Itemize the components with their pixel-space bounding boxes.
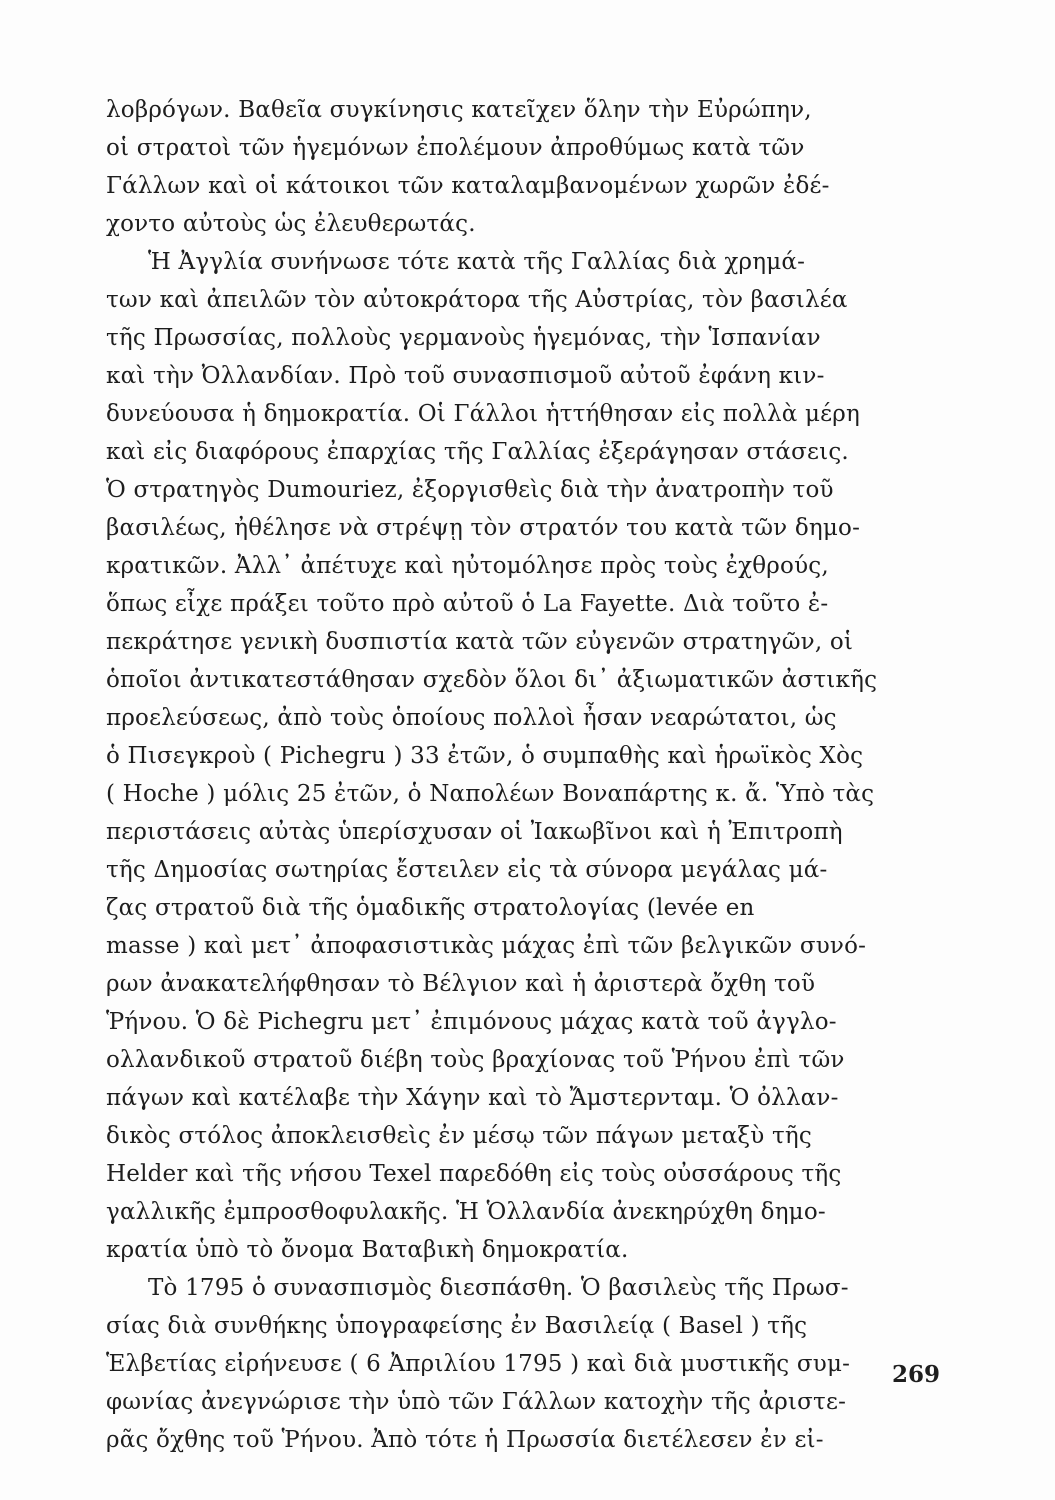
text-line: τῆς Πρωσσίας, πολλοὺς γερμανοὺς ἡγεμόνας, τὴν Ἱσπανίαν [106,325,821,351]
text-line: ὁ Πισεγκροὺ ( Pichegru ) 33 ἐτῶν, ὁ συμπαθὴς καὶ ἡρωϊκὸς Χὸς [106,743,864,769]
text-line: πεκράτησε γενικὴ δυσπιστία κατὰ τῶν εὐγενῶν στρατηγῶν, οἱ [106,629,854,655]
text-line: οἱ στρατοὶ τῶν ἡγεμόνων ἐπολέμουν ἀπροθύμως κατὰ τῶν [106,135,805,161]
text-line: ὁποῖοι ἀντικατεστάθησαν σχεδὸν ὅλοι δι᾽ ἀξιωματικῶν ἀστικῆς [106,667,878,693]
text-line: ολλανδικοῦ στρατοῦ διέβη τοὺς βραχίονας τοῦ Ῥήνου ἐπὶ τῶν [106,1047,845,1073]
text-line: masse ) καὶ μετ᾽ ἀποφασιστικὰς μάχας ἐπὶ τῶν βελγικῶν συνό- [106,933,867,959]
text-line: προελεύσεως, ἀπὸ τοὺς ὁποίους πολλοὶ ἦσαν νεαρώτατοι, ὡς [106,705,837,731]
text-line: ζας στρατοῦ διὰ τῆς ὁμαδικῆς στρατολογίας (levée en [106,895,755,921]
text-line: ( Hoche ) μόλις 25 ἐτῶν, ὁ Ναπολέων Βοναπάρτης κ. ἄ. Ὑπὸ τὰς [106,781,875,807]
text-line: δυνεύουσα ἡ δημοκρατία. Οἱ Γάλλοι ἡττήθησαν εἰς πολλὰ μέρη [106,401,860,427]
text-line: ρων ἀνακατελήφθησαν τὸ Βέλγιον καὶ ἡ ἀριστερὰ ὄχθη τοῦ [106,971,816,997]
text-line: Γάλλων καὶ οἱ κάτοικοι τῶν καταλαμβανομένων χωρῶν ἐδέ- [106,173,830,199]
text-line: των καὶ ἀπειλῶν τὸν αὐτοκράτορα τῆς Αὐστρίας, τὸν βασιλέα [106,287,848,313]
text-line: βασιλέως, ἠθέλησε νὰ στρέψῃ τὸν στρατόν του κατὰ τῶν δημο- [106,515,861,541]
text-line: γαλλικῆς ἐμπροσθοφυλακῆς. Ἡ Ὁλλανδία ἀνεκηρύχθη δημο- [106,1199,826,1225]
text-line: καὶ εἰς διαφόρους ἐπαρχίας τῆς Γαλλίας ἐξεράγησαν στάσεις. [106,439,849,465]
text-line: κρατικῶν. Ἀλλ᾽ ἀπέτυχε καὶ ηὐτομόλησε πρὸς τοὺς ἐχθρούς, [106,553,829,579]
text-line: ὅπως εἶχε πράξει τοῦτο πρὸ αὐτοῦ ὁ La Fayette. Διὰ τοῦτο ἐ- [106,591,829,617]
text-line: καὶ τὴν Ὀλλανδίαν. Πρὸ τοῦ συνασπισμοῦ αὐτοῦ ἐφάνη κιν- [106,363,825,389]
text-line: περιστάσεις αὐτὰς ὑπερίσχυσαν οἱ Ἰακωβῖνοι καὶ ἡ Ἐπιτροπὴ [106,819,843,845]
text-line: λοβρόγων. Βαθεῖα συγκίνησις κατεῖχεν ὅλην τὴν Εὐρώπην, [106,97,812,123]
text-line: Ἡ Ἀγγλία συνήνωσε τότε κατὰ τῆς Γαλλίας διὰ χρημά- [148,249,806,275]
text-line: Ῥήνου. Ὁ δὲ Pichegru μετ᾽ ἐπιμόνους μάχας κατὰ τοῦ ἀγγλο- [106,1009,837,1035]
text-line: Τὸ 1795 ὁ συνασπισμὸς διεσπάσθη. Ὁ βασιλεὺς τῆς Πρωσ- [148,1275,849,1301]
text-line: ρᾶς ὄχθης τοῦ Ῥήνου. Ἀπὸ τότε ἡ Πρωσσία διετέλεσεν ἐν εἰ- [106,1427,824,1453]
text-line: Ὁ στρατηγὸς Dumouriez, ἐξοργισθεὶς διὰ τὴν ἀνατροπὴν τοῦ [106,477,834,503]
page-number: 269 [892,1361,941,1388]
text-line: πάγων καὶ κατέλαβε τὴν Χάγην καὶ τὸ Ἄμστερνταμ. Ὁ ὀλλαν- [106,1085,839,1111]
text-line: δικὸς στόλος ἀποκλεισθεὶς ἐν μέσῳ τῶν πάγων μεταξὺ τῆς [106,1123,812,1149]
text-line: Helder καὶ τῆς νήσου Texel παρεδόθη εἰς τοὺς οὐσσάρους τῆς [106,1161,842,1187]
text-line: κρατία ὑπὸ τὸ ὄνομα Βαταβικὴ δημοκρατία. [106,1237,629,1263]
text-line: Ἑλβετίας εἰρήνευσε ( 6 Ἀπριλίου 1795 ) καὶ διὰ μυστικῆς συμ- [106,1351,851,1377]
text-line: φωνίας ἀνεγνώρισε τὴν ὑπὸ τῶν Γάλλων κατοχὴν τῆς ἀριστε- [106,1389,847,1415]
text-line: χοντο αὐτοὺς ὡς ἐλευθερωτάς. [106,211,476,237]
text-line: σίας διὰ συνθήκης ὑπογραφείσης ἐν Βασιλείᾳ ( Basel ) τῆς [106,1313,808,1339]
text-line: τῆς Δημοσίας σωτηρίας ἔστειλεν εἰς τὰ σύνορα μεγάλας μά- [106,857,828,883]
